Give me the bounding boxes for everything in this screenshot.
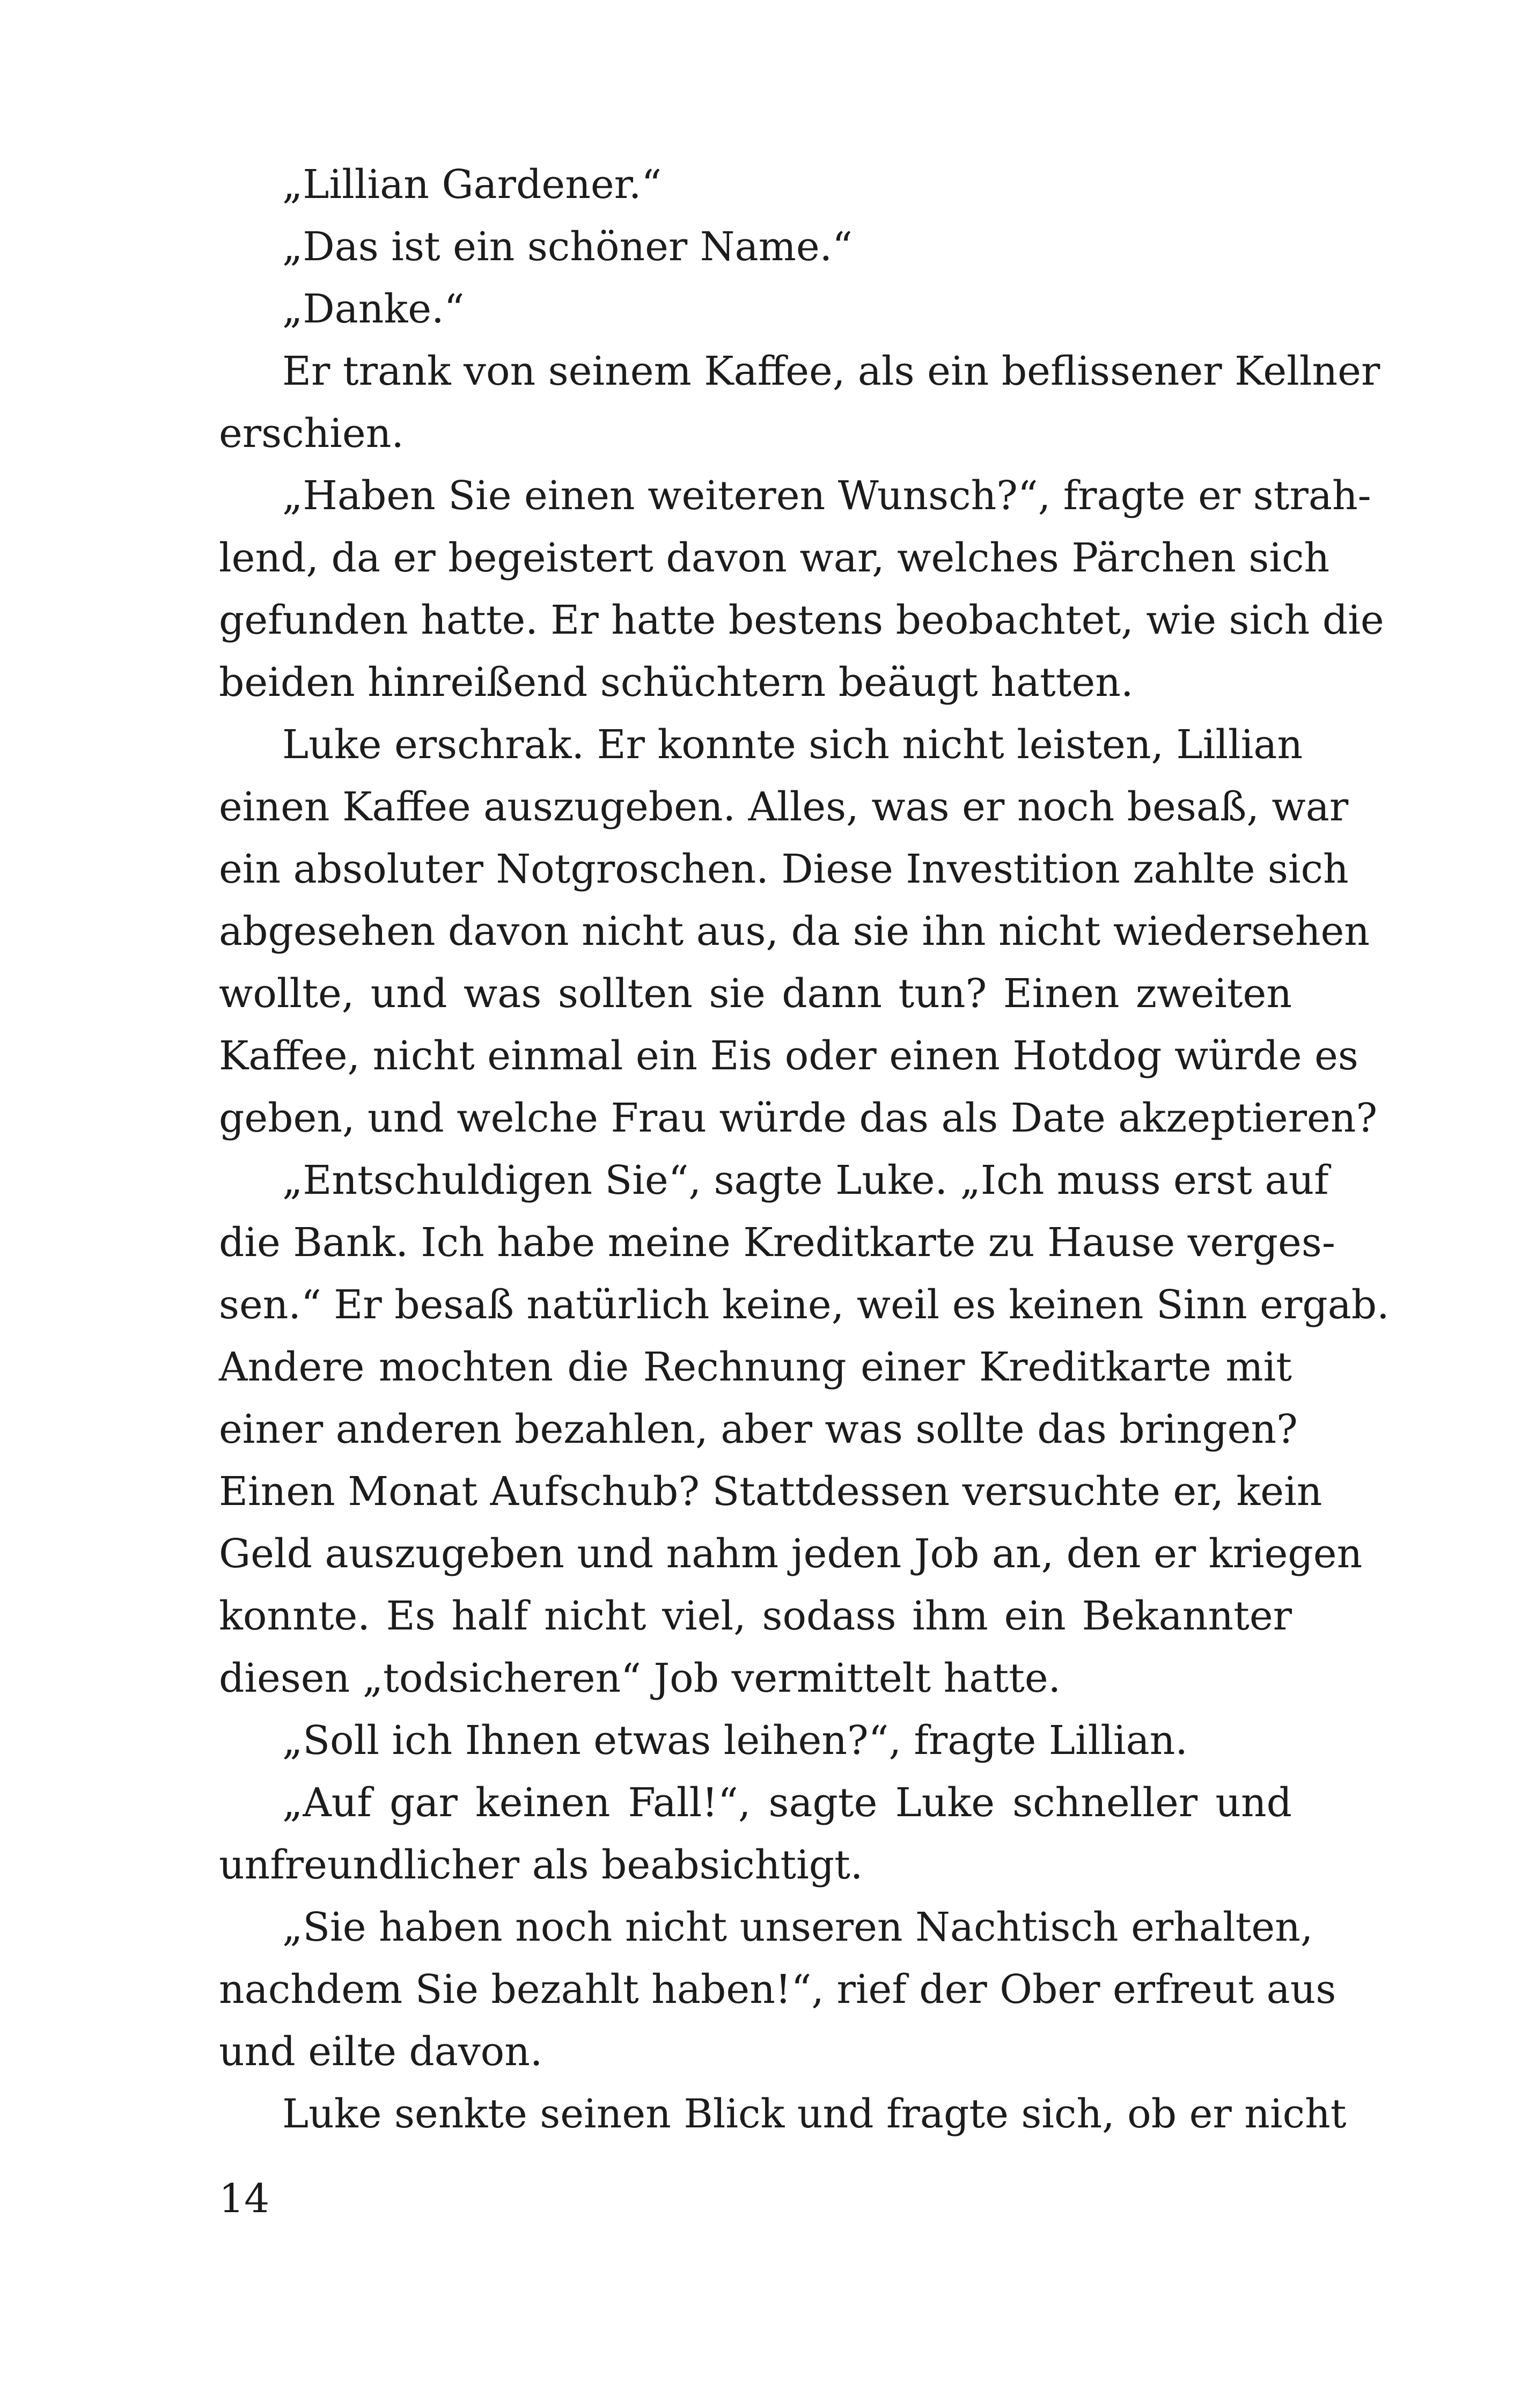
text-line: Luke senkte seinen Blick und fragte sich, ob er nicht <box>282 2091 1347 2137</box>
text-line: Einen Monat Aufschub? Stattdessen versuchte er, kein <box>219 1469 1322 1515</box>
text-line: „Danke.“ <box>282 286 465 332</box>
text-line: „Soll ich Ihnen etwas leihen?“, fragte Lillian. <box>282 1717 1188 1764</box>
text-line: Kaffee, nicht einmal ein Eis oder einen Hotdog würde es <box>219 1033 1358 1079</box>
text-line: konnte. Es half nicht viel, sodass ihm ein Bekannter <box>219 1593 1292 1639</box>
text-line: Luke erschrak. Er konnte sich nicht leisten, Lillian <box>282 722 1303 768</box>
text-line: diesen „todsicheren“ Job vermittelt hatte. <box>219 1655 1061 1701</box>
text-line: „Entschuldigen Sie“, sagte Luke. „Ich muss erst auf <box>282 1157 1329 1203</box>
text-line: einer anderen bezahlen, aber was sollte das bringen? <box>219 1406 1298 1452</box>
text-line: Geld auszugeben und nahm jeden Job an, den er kriegen <box>219 1531 1363 1577</box>
text-line: die Bank. Ich habe meine Kreditkarte zu Hause verges- <box>219 1220 1335 1266</box>
text-line: sen.“ Er besaß natürlich keine, weil es keinen Sinn ergab. <box>219 1282 1390 1328</box>
text-line: geben, und welche Frau würde das als Date akzeptieren? <box>219 1095 1378 1141</box>
text-line: „Das ist ein schöner Name.“ <box>282 224 853 270</box>
text-line: „Lillian Gardener.“ <box>282 161 662 208</box>
text-line: „Haben Sie einen weiteren Wunsch?“, fragte er strah- <box>282 473 1371 519</box>
text-line: einen Kaffee auszugeben. Alles, was er noch besaß, war <box>219 784 1349 830</box>
text-line: „Auf gar keinen Fall!“, sagte Luke schneller und <box>282 1780 1292 1826</box>
text-line: Andere mochten die Rechnung einer Kreditkarte mit <box>219 1344 1292 1390</box>
text-line: beiden hinreißend schüchtern beäugt hatten. <box>219 659 1134 706</box>
text-line: nachdem Sie bezahlt haben!“, rief der Ober erfreut aus <box>219 1966 1336 2013</box>
text-line: abgesehen davon nicht aus, da sie ihn nicht wiedersehen <box>219 908 1370 955</box>
text-line: „Sie haben noch nicht unseren Nachtisch erhalten, <box>282 1904 1313 1950</box>
text-line: wollte, und was sollten sie dann tun? Einen zweiten <box>219 971 1292 1017</box>
page-number: 14 <box>219 2176 270 2222</box>
text-line: gefunden hatte. Er hatte bestens beobachtet, wie sich die <box>219 597 1384 643</box>
text-line: erschien. <box>219 410 404 457</box>
text-line: ein absoluter Notgroschen. Diese Investition zahlte sich <box>219 846 1349 892</box>
text-line: lend, da er begeistert davon war, welches Pärchen sich <box>219 535 1330 581</box>
text-line: und eilte davon. <box>219 2029 543 2075</box>
text-line: Er trank von seinem Kaffee, als ein beflissener Kellner <box>282 348 1380 394</box>
text-line: unfreundlicher als beabsichtigt. <box>219 1842 863 1888</box>
